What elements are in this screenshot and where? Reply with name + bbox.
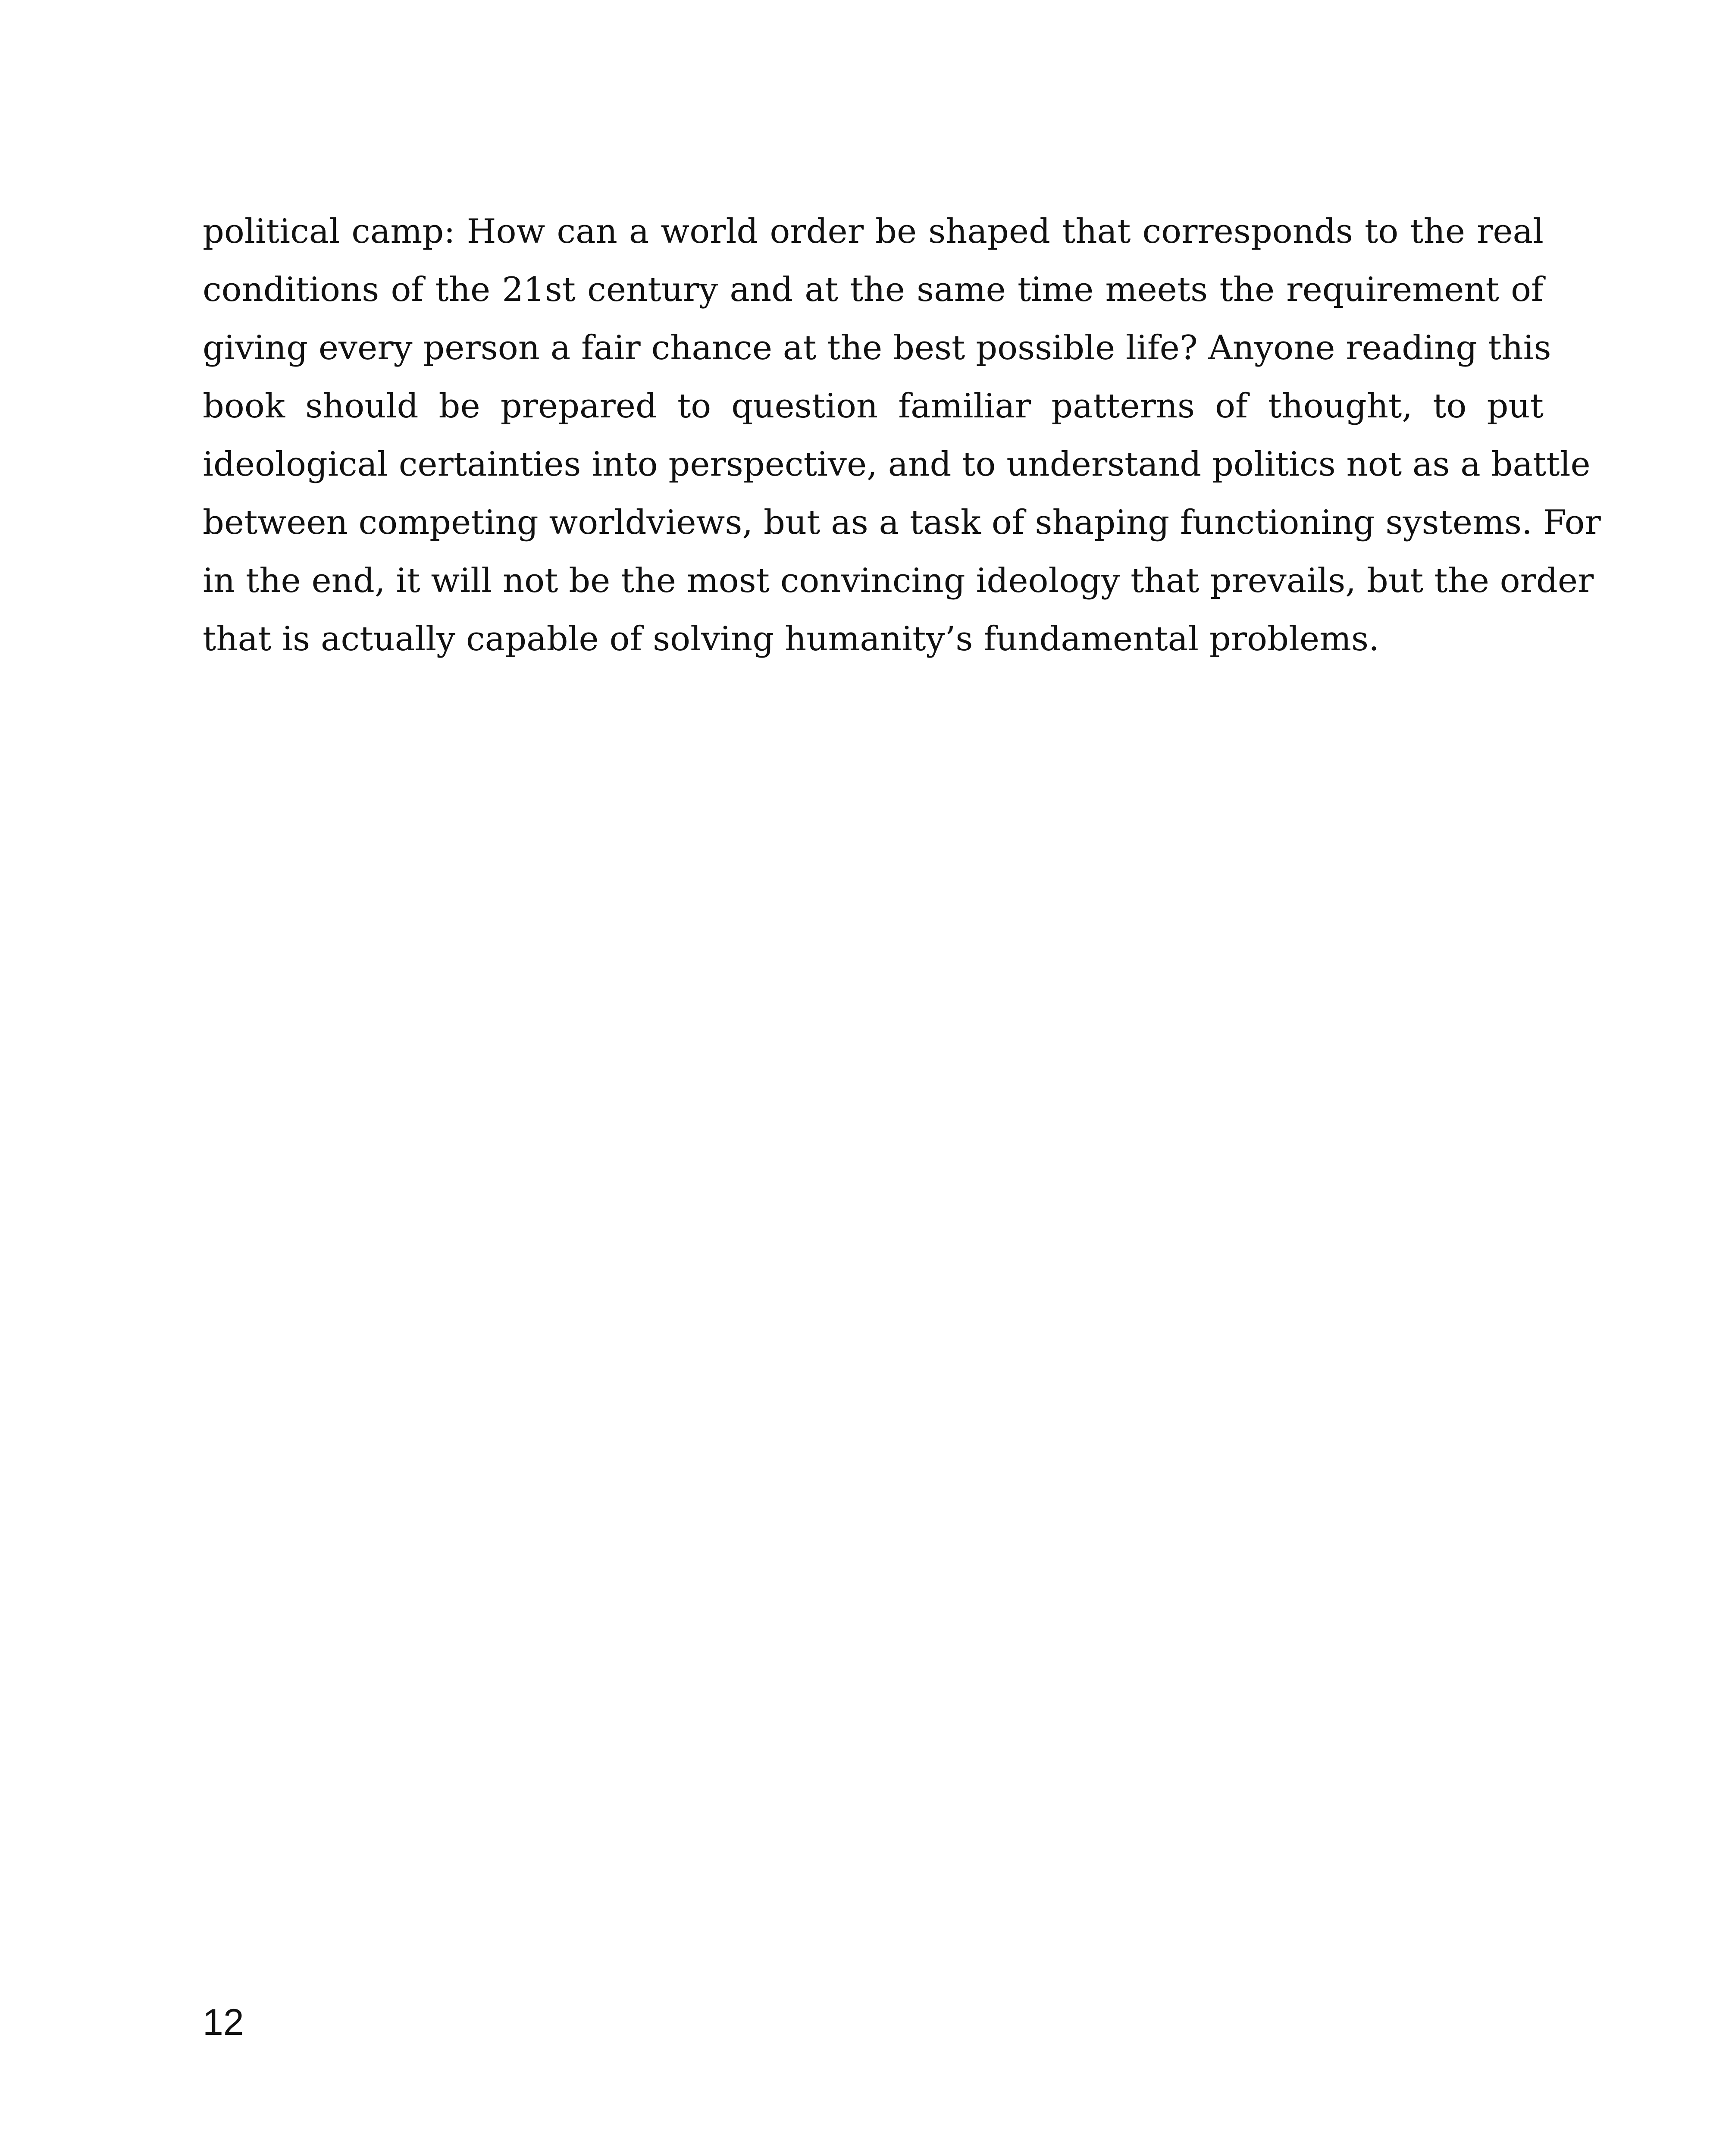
paragraph-line-8: that is actually capable of solving humanity’s fundamental problems.	[203, 620, 1379, 658]
page-number: 12	[203, 2002, 244, 2043]
paragraph-line-7: in the end, it will not be the most convincing ideology that prevails, but the order	[203, 561, 1594, 600]
paragraph-line-5: ideological certainties into perspective, and to understand politics not as a battle	[203, 445, 1591, 484]
paragraph-line-1: political camp: How can a world order be shaped that corresponds to the real	[203, 212, 1544, 251]
body-paragraph	[203, 203, 1601, 668]
paragraph-line-4: book should be prepared to question familiar patterns of thought, to put	[203, 387, 1544, 426]
paragraph-line-2: conditions of the 21st century and at the same time meets the requirement of	[203, 270, 1544, 309]
paragraph-line-3: giving every person a fair chance at the best possible life? Anyone reading this	[203, 329, 1551, 367]
paragraph-line-6: between competing worldviews, but as a task of shaping functioning systems. For	[203, 503, 1601, 542]
